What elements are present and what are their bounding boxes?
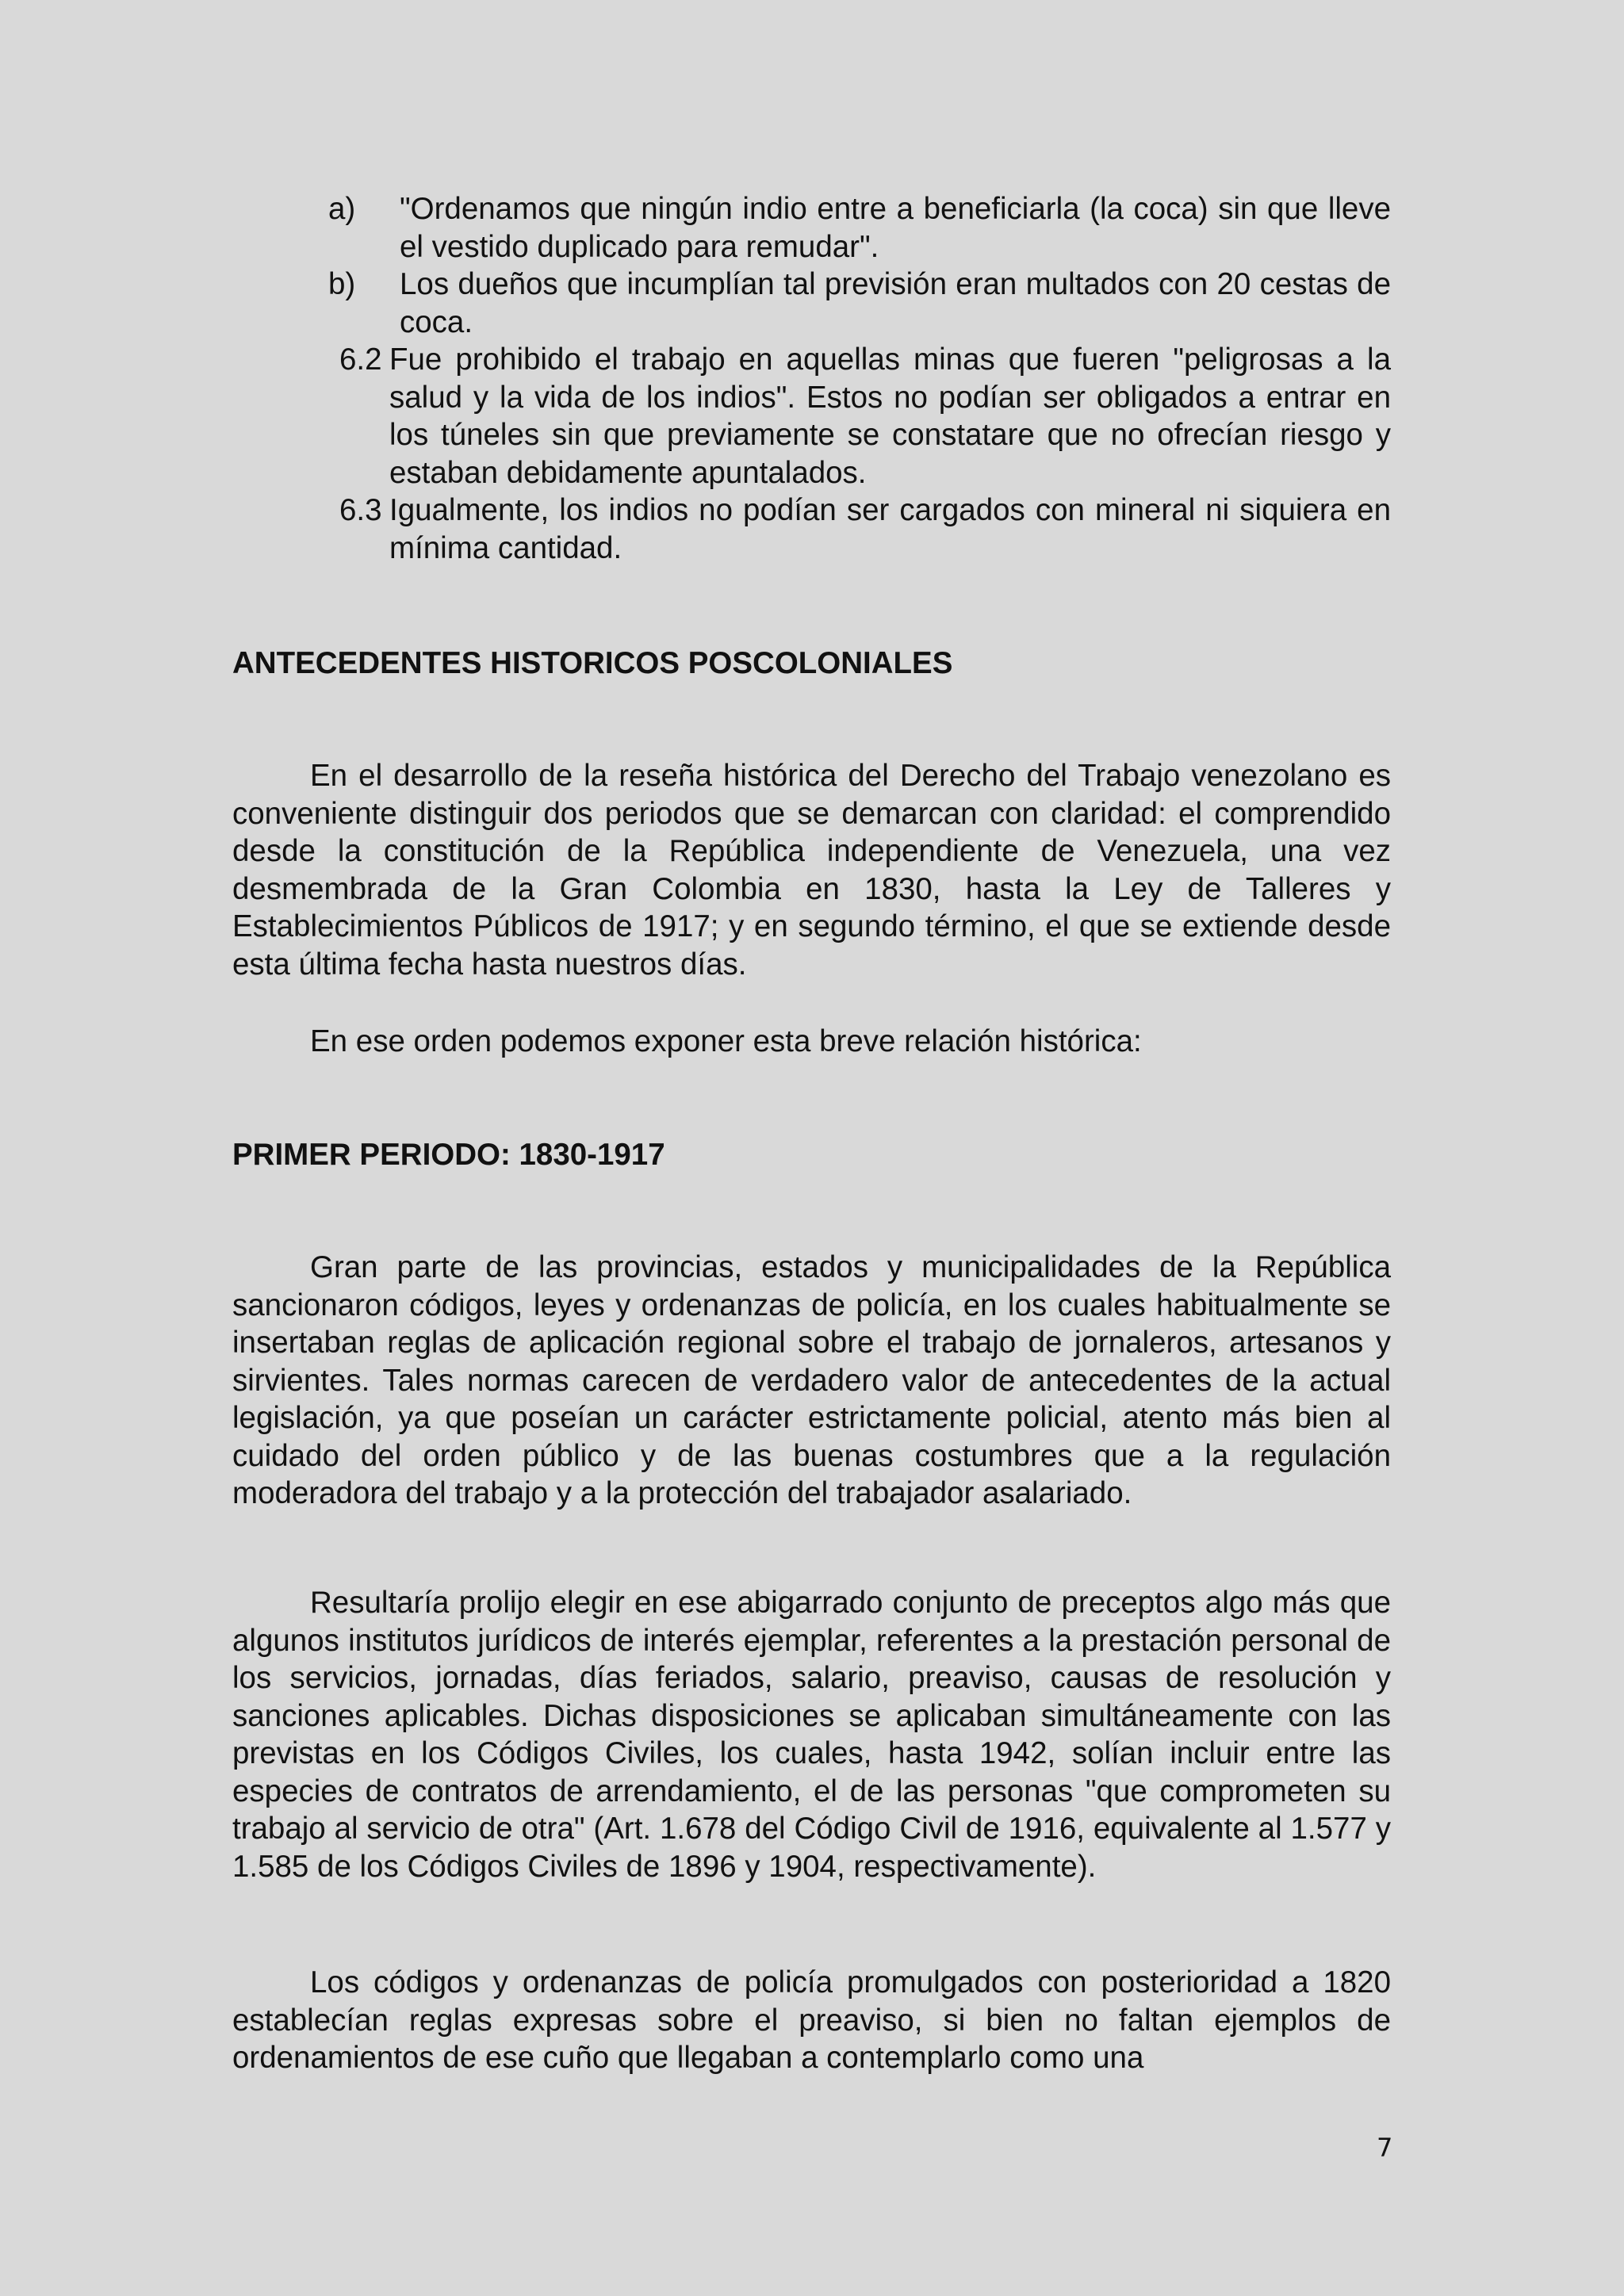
section-heading: PRIMER PERIODO: 1830-1917 [232,1138,665,1172]
page-number: 7 [1377,2133,1393,2163]
paragraph: En ese orden podemos exponer esta breve relación histórica: [310,1024,1142,1058]
list-item-text: "Ordenamos que ningún indio entre a beneficiarla (la coca) sin que lleve el vestido duplicado para remudar". [400,192,1391,264]
list-marker: b) [328,267,356,301]
list-item-text: Los dueños que incumplían tal previsión eran multados con 20 cestas de coca. [400,267,1391,339]
paragraph: Resultaría prolijo elegir en ese abigarrado conjunto de preceptos algo más que algunos institutos jurídicos de interés ejemplar, referentes a la prestación personal de los servicios, jornadas, días feriados, salario, preaviso, causas de resolución y sanciones aplicables. Dichas disposiciones se aplicaban simultáneamente con las previstas en los Códigos Civiles, los cuales, hasta 1942, solían incluir entre las especies de contratos de arrendamiento, el de las personas "que comprometen su trabajo al servicio de otra" (Art. 1.678 del Código Civil de 1916, equivalente al 1.577 y 1.585 de los Códigos Civiles de 1896 y 1904, respectivamente). [232,1586,1391,1884]
paragraph: Gran parte de las provincias, estados y municipalidades de la República sancionaron códigos, leyes y ordenanzas de policía, en los cuales habitualmente se insertaban reglas de aplicación regional sobre el trabajo de jornaleros, artesanos y sirvientes. Tales normas carecen de verdadero valor de antecedentes de la actual legislación, ya que poseían un carácter estrictamente policial, atento más bien al cuidado del orden público y de las buenas costumbres que a la regulación moderadora del trabajo y a la protección del trabajador asalariado. [232,1250,1391,1510]
numbered-item-6-3 [339,492,1391,567]
paragraph: Los códigos y ordenanzas de policía promulgados con posterioridad a 1820 establecían reglas expresas sobre el preaviso, si bien no faltan ejemplos de ordenamientos de ese cuño que llegaban a contemplarlo como una [232,1965,1391,2075]
numbered-marker: 6.2 [339,342,382,377]
list-item-a [328,190,1391,266]
list-marker: a) [328,192,356,226]
numbered-item-text: Igualmente, los indios no podían ser cargados con mineral ni siquiera en mínima cantidad. [389,493,1391,565]
numbered-marker: 6.3 [339,493,382,527]
paragraph: En el desarrollo de la reseña histórica del Derecho del Trabajo venezolano es conveniente distinguir dos periodos que se demarcan con claridad: el comprendido desde la constitución de la República independiente de Venezuela, una vez desmembrada de la Gran Colombia en 1830, hasta la Ley de Talleres y Establecimientos Públicos de 1917; y en segundo término, el que se extiende desde esta última fecha hasta nuestros días. [232,759,1391,982]
numbered-item-text: Fue prohibido el trabajo en aquellas minas que fueren "peligrosas a la salud y la vida de los indios". Estos no podían ser obligados a entrar en los túneles sin que previamente se constatare que no ofrecían riesgo y estaban debidamente apuntalados. [389,342,1391,490]
list-item-b [328,266,1391,341]
section-heading: ANTECEDENTES HISTORICOS POSCOLONIALES [232,646,953,680]
numbered-item-6-2 [339,341,1391,492]
